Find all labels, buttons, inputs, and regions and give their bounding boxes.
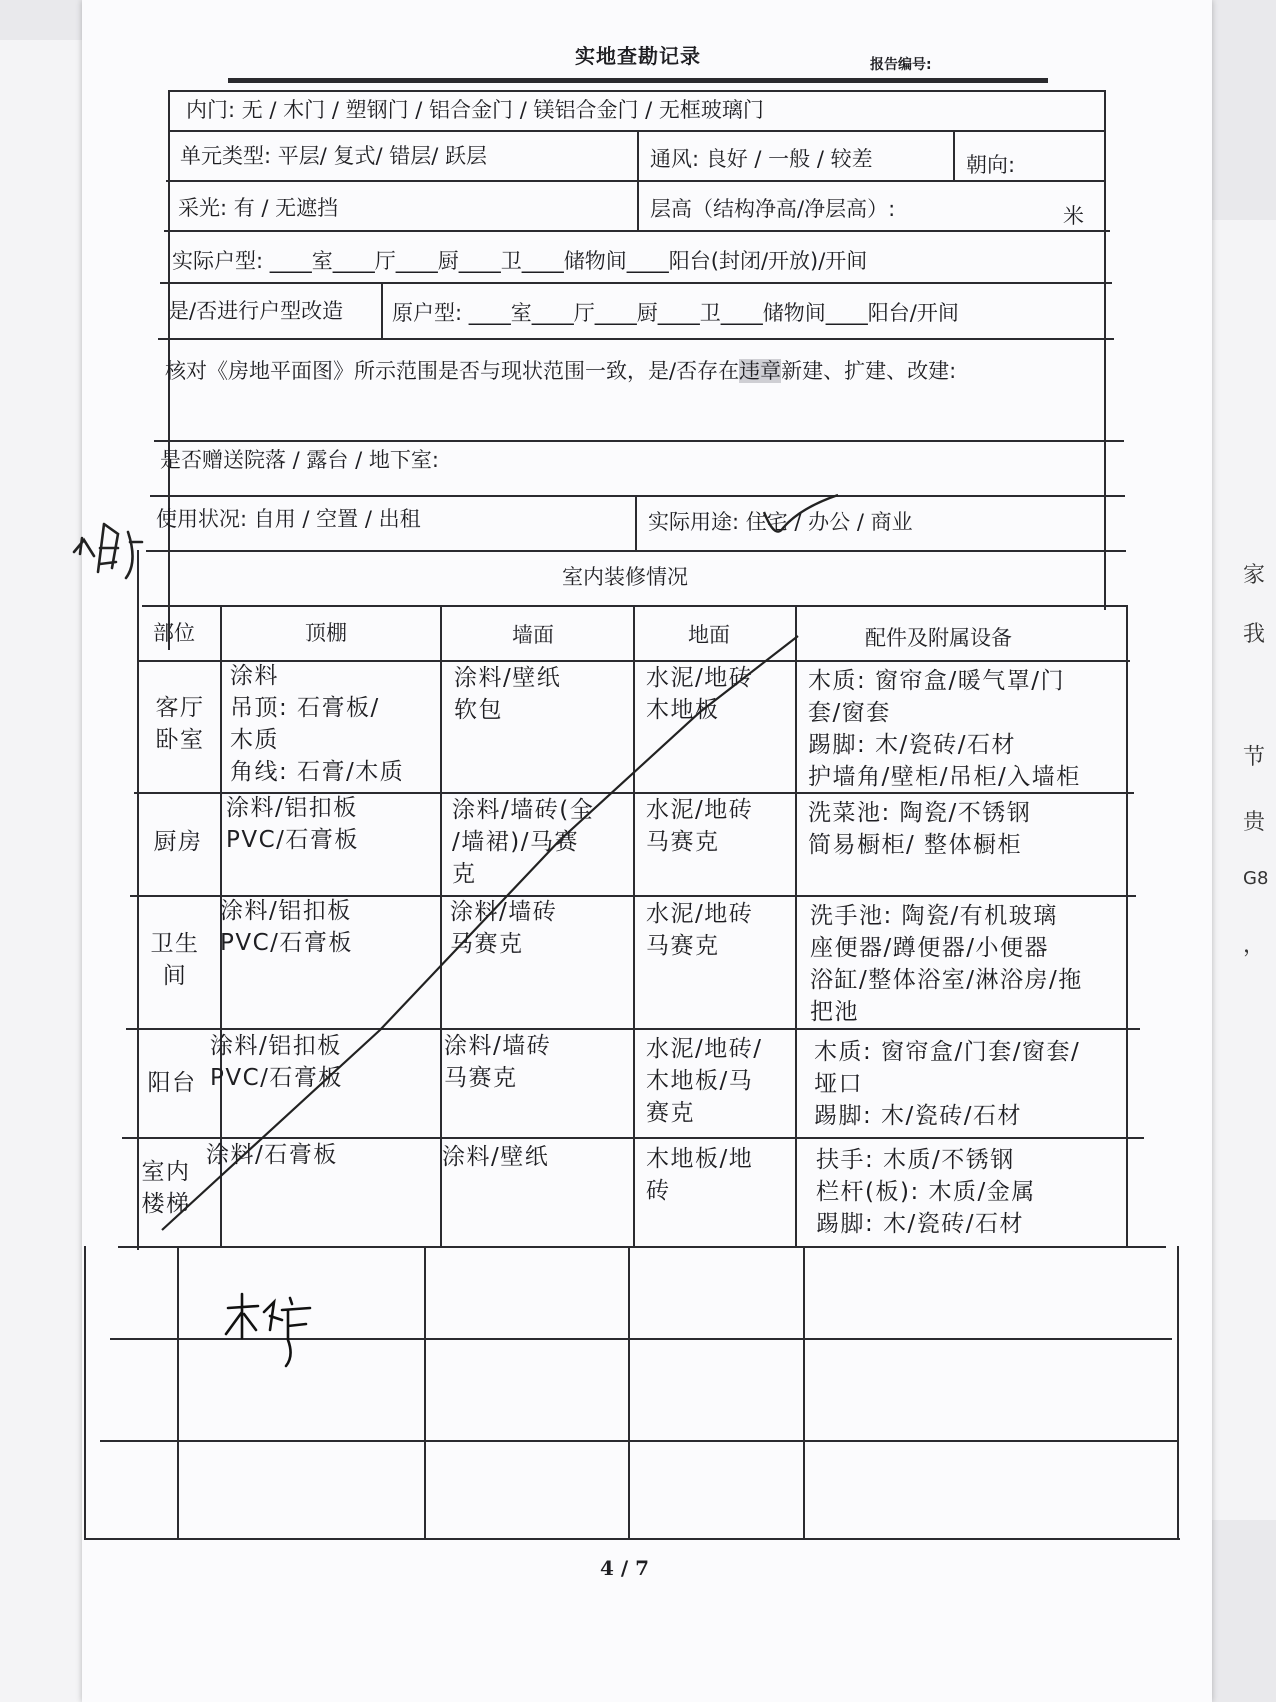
margin-char: 贵: [1243, 810, 1266, 835]
lighting-field: 采光: 有 / 无遮挡: [178, 196, 339, 220]
row-wall-stairs: 涂料/壁纸: [442, 1144, 550, 1170]
title-rule: [228, 78, 1048, 83]
row-floor-stairs: 木地板/地 砖: [646, 1146, 754, 1204]
actual-layout-row: 实际户型: ____室____厅____厨____卫____储物间____阳台(封闭/开放)/开间: [172, 249, 868, 273]
usage-status-field: 使用状况: 自用 / 空置 / 出租: [156, 507, 421, 531]
row-floor-kitchen: 水泥/地砖 马赛克: [646, 797, 754, 855]
row-ceiling-living: 涂料 吊顶: 石膏板/ 木质 角线: 石膏/木质: [230, 663, 405, 785]
margin-char: 我: [1243, 622, 1266, 647]
header-wall: 墙面: [512, 623, 554, 647]
unit-type-row: 单元类型: 平层/ 复式/ 错层/ 跃层: [180, 144, 488, 168]
ventilation-field: 通风: 良好 / 一般 / 较差: [650, 147, 873, 171]
header-ceiling: 顶棚: [305, 621, 347, 645]
handwritten-signature: [218, 1290, 328, 1370]
row-fittings-balcony: 木质: 窗帘盒/门套/窗套/ 垭口 踢脚: 木/瓷砖/石材: [814, 1039, 1081, 1129]
row-wall-living: 涂料/壁纸 软包: [454, 665, 562, 723]
margin-char: ，: [1243, 933, 1266, 958]
row-floor-balcony: 水泥/地砖/ 木地板/马 赛克: [646, 1036, 763, 1126]
original-layout-field: 原户型: ____室____厅____厨____卫____储物间____阳台/开间: [392, 301, 959, 325]
inner-door-row: 内门: 无 / 木门 / 塑钢门 / 铝合金门 / 镁铝合金门 / 无框玻璃门: [186, 98, 764, 122]
orientation-field: 朝向:: [966, 153, 1016, 177]
handwritten-margin-note: [68, 512, 158, 592]
row-fittings-stairs: 扶手: 木质/不锈钢 栏杆(板): 木质/金属 踢脚: 木/瓷砖/石材: [816, 1147, 1036, 1237]
report-number-label: 报告编号:: [870, 57, 932, 73]
row-wall-bathroom: 涂料/墙砖 马赛克: [450, 899, 558, 957]
scope-check-row: [165, 358, 956, 384]
renovated-field: 是/否进行户型改造: [168, 299, 344, 323]
background-sheet-left: [0, 40, 90, 1702]
row-ceiling-bathroom: 涂料/铝扣板 PVC/石膏板: [220, 898, 353, 956]
scope-check-text-end: 新建、扩建、改建:: [781, 359, 957, 383]
row-part-living: 客厅 卧室: [155, 695, 205, 753]
gift-row: 是否赠送院落 / 露台 / 地下室:: [160, 448, 439, 472]
row-wall-balcony: 涂料/墙砖 马赛克: [444, 1033, 552, 1091]
row-fittings-living: 木质: 窗帘盒/暖气罩/门 套/窗套 踢脚: 木/瓷砖/石材 护墙角/壁柜/吊柜/入墙柜: [808, 668, 1081, 790]
header-fittings: 配件及附属设备: [865, 626, 1012, 650]
floor-height-field: 层高（结构净高/净层高）:: [650, 197, 896, 221]
margin-char: G8: [1243, 868, 1269, 889]
row-fittings-kitchen: 洗菜池: 陶瓷/不锈钢 简易橱柜/ 整体橱柜: [808, 800, 1032, 858]
row-floor-living: 水泥/地砖 木地板: [646, 665, 754, 723]
row-ceiling-stairs: 涂料/石膏板: [206, 1142, 338, 1168]
row-part-kitchen: 厨房: [153, 829, 203, 855]
row-floor-bathroom: 水泥/地砖 马赛克: [646, 901, 754, 959]
row-part-stairs: 室内 楼梯: [141, 1159, 191, 1217]
row-part-balcony: 阳台: [147, 1070, 197, 1096]
actual-use-field: 实际用途: 住宅 / 办公 / 商业: [648, 510, 913, 534]
margin-char: 家: [1243, 563, 1266, 588]
row-ceiling-balcony: 涂料/铝扣板 PVC/石膏板: [210, 1033, 343, 1091]
row-wall-kitchen: 涂料/墙砖(全 /墙裙)/马赛 克: [452, 797, 595, 887]
floor-height-unit: 米: [1063, 204, 1084, 228]
margin-char: 节: [1243, 745, 1266, 770]
scope-check-text: 核对《房地平面图》所示范围是否与现状范围一致，是/否存在: [165, 359, 740, 383]
page-number: 4 / 7: [600, 1556, 650, 1580]
header-part: 部位: [153, 621, 195, 645]
document-title: 实地查勘记录: [575, 44, 701, 68]
decoration-section-title: 室内装修情况: [562, 565, 688, 589]
row-fittings-bathroom: 洗手池: 陶瓷/有机玻璃 座便器/蹲便器/小便器 浴缸/整体浴室/淋浴房/拖 把池: [810, 903, 1083, 1025]
header-floor: 地面: [688, 623, 730, 647]
row-part-bathroom: 卫生 间: [150, 931, 200, 989]
highlighted-word: 违章: [739, 359, 782, 383]
row-ceiling-kitchen: 涂料/铝扣板 PVC/石膏板: [226, 795, 359, 853]
